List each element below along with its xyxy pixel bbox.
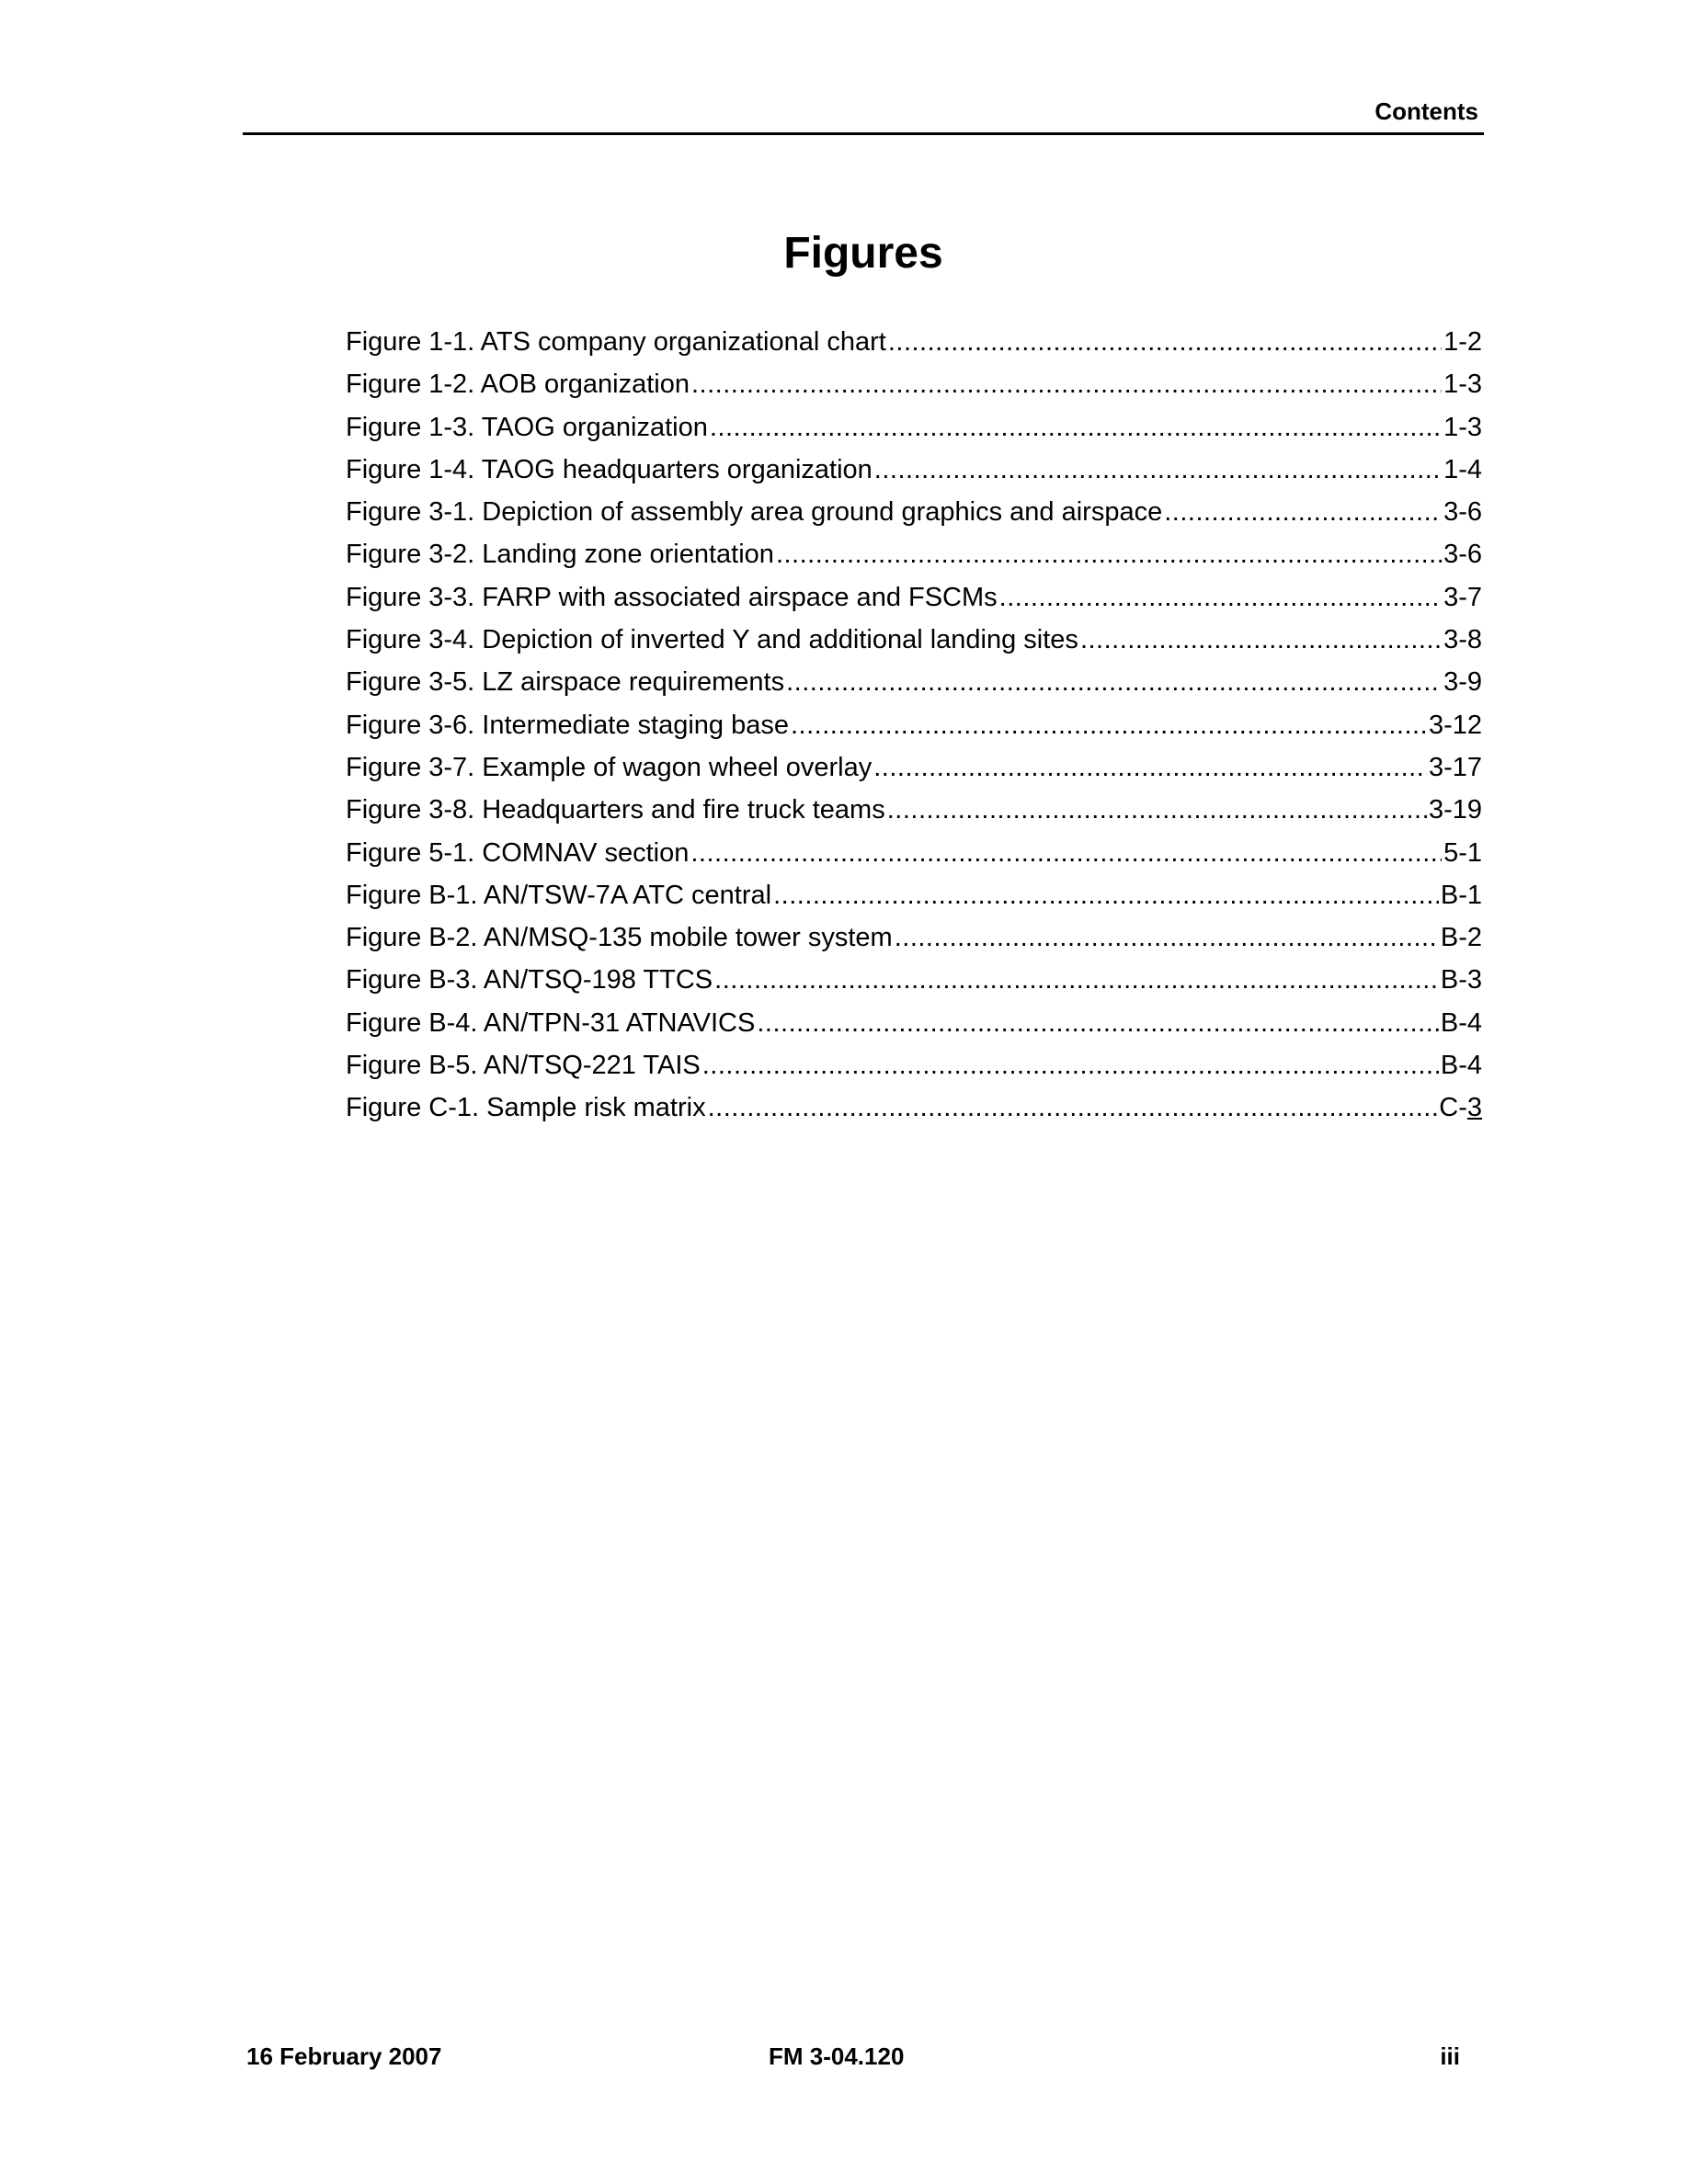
toc-entry[interactable] (346, 916, 1482, 959)
page-number: 1-2 (1443, 327, 1482, 357)
toc-entry[interactable] (346, 491, 1482, 533)
dot-leader (714, 959, 1439, 1001)
page-number: 1-3 (1443, 412, 1482, 442)
figure-title: Figure 3-8. Headquarters and fire truck teams (346, 795, 885, 825)
toc-entry[interactable] (346, 1002, 1482, 1044)
dot-leader (710, 406, 1442, 449)
figure-title: Figure 3-6. Intermediate staging base (346, 710, 789, 740)
dot-leader (791, 704, 1427, 746)
figure-title: Figure 3-4. Depiction of inverted Y and additional landing sites (346, 625, 1078, 655)
toc-entry[interactable] (346, 533, 1482, 575)
page-number: 3-17 (1428, 752, 1482, 782)
figure-title: Figure 1-3. TAOG organization (346, 412, 708, 442)
page-number: 3-12 (1428, 710, 1482, 740)
page-number: 3-19 (1428, 795, 1482, 825)
toc-entry[interactable] (346, 704, 1482, 746)
page-number: 3-6 (1443, 540, 1482, 570)
figure-title: Figure 1-2. AOB organization (346, 370, 690, 400)
dot-leader (786, 661, 1442, 703)
figure-title: Figure 3-5. LZ airspace requirements (346, 667, 785, 698)
toc-entry[interactable] (346, 874, 1482, 916)
dot-leader (691, 363, 1442, 405)
figure-title: Figure C-1. Sample risk matrix (346, 1093, 706, 1123)
toc-entry[interactable] (346, 832, 1482, 874)
figure-title: Figure 1-4. TAOG headquarters organization (346, 454, 873, 484)
page-number: 1-4 (1443, 454, 1482, 484)
figure-title: Figure B-4. AN/TPN-31 ATNAVICS (346, 1007, 756, 1038)
page-title: Figures (783, 229, 943, 278)
dot-leader (757, 1002, 1439, 1044)
page-number: B-1 (1440, 880, 1482, 910)
figure-title: Figure B-5. AN/TSQ-221 TAIS (346, 1051, 701, 1081)
list-of-figures (346, 321, 1482, 1130)
dot-leader (874, 449, 1442, 491)
dot-leader (873, 746, 1427, 789)
figure-title: Figure 3-7. Example of wagon wheel overlay (346, 752, 873, 782)
toc-entry[interactable] (346, 959, 1482, 1001)
footer-page-number: iii (1440, 2042, 1460, 2070)
toc-entry[interactable] (346, 363, 1482, 405)
footer-date: 16 February 2007 (246, 2042, 442, 2070)
page-number: B-4 (1440, 1051, 1482, 1081)
dot-leader (776, 533, 1442, 575)
page-number: B-3 (1440, 965, 1482, 995)
toc-entry[interactable] (346, 576, 1482, 619)
toc-entry[interactable] (346, 746, 1482, 789)
page-number-underlined: 3 (1466, 1093, 1482, 1123)
page-number: 3-7 (1443, 582, 1482, 612)
figure-title: Figure B-1. AN/TSW-7A ATC central (346, 880, 772, 910)
dot-leader (773, 874, 1439, 916)
header-section-title: Contents (1374, 97, 1478, 125)
footer-publication-number: FM 3-04.120 (769, 2042, 905, 2070)
page-number: 3-8 (1443, 625, 1482, 655)
dot-leader (708, 1086, 1438, 1129)
dot-leader (690, 832, 1442, 874)
figure-title: Figure 3-1. Depiction of assembly area ground graphics and airspace (346, 497, 1163, 528)
toc-entry[interactable] (346, 449, 1482, 491)
dot-leader (887, 789, 1427, 831)
page-number: 3-6 (1443, 497, 1482, 528)
dot-leader (1164, 491, 1442, 533)
toc-entry[interactable] (346, 321, 1482, 363)
toc-entry[interactable] (346, 406, 1482, 449)
toc-entry[interactable] (346, 1044, 1482, 1086)
figure-title: Figure 5-1. COMNAV section (346, 837, 690, 868)
running-footer (246, 2042, 1460, 2076)
page-number: 3-9 (1443, 667, 1482, 698)
dot-leader (888, 321, 1442, 363)
toc-entry[interactable] (346, 1086, 1482, 1129)
figure-title: Figure B-3. AN/TSQ-198 TTCS (346, 965, 713, 995)
page-number: 5-1 (1443, 837, 1482, 868)
figure-title: Figure 3-3. FARP with associated airspace and FSCMs (346, 582, 998, 612)
page-number (1439, 1086, 1482, 1129)
toc-entry[interactable] (346, 789, 1482, 831)
page-number: B-2 (1440, 923, 1482, 953)
dot-leader (1080, 619, 1442, 661)
page-number: 1-3 (1443, 370, 1482, 400)
dot-leader (999, 576, 1442, 619)
figure-title: Figure 1-1. ATS company organizational chart (346, 327, 886, 357)
toc-entry[interactable] (346, 619, 1482, 661)
page-number: B-4 (1440, 1007, 1482, 1038)
dot-leader (895, 916, 1439, 959)
dot-leader (702, 1044, 1439, 1086)
page-number-prefix: C- (1439, 1093, 1467, 1123)
figure-title: Figure B-2. AN/MSQ-135 mobile tower system (346, 923, 893, 953)
toc-entry[interactable] (346, 661, 1482, 703)
figure-title: Figure 3-2. Landing zone orientation (346, 540, 774, 570)
running-header (243, 96, 1484, 135)
